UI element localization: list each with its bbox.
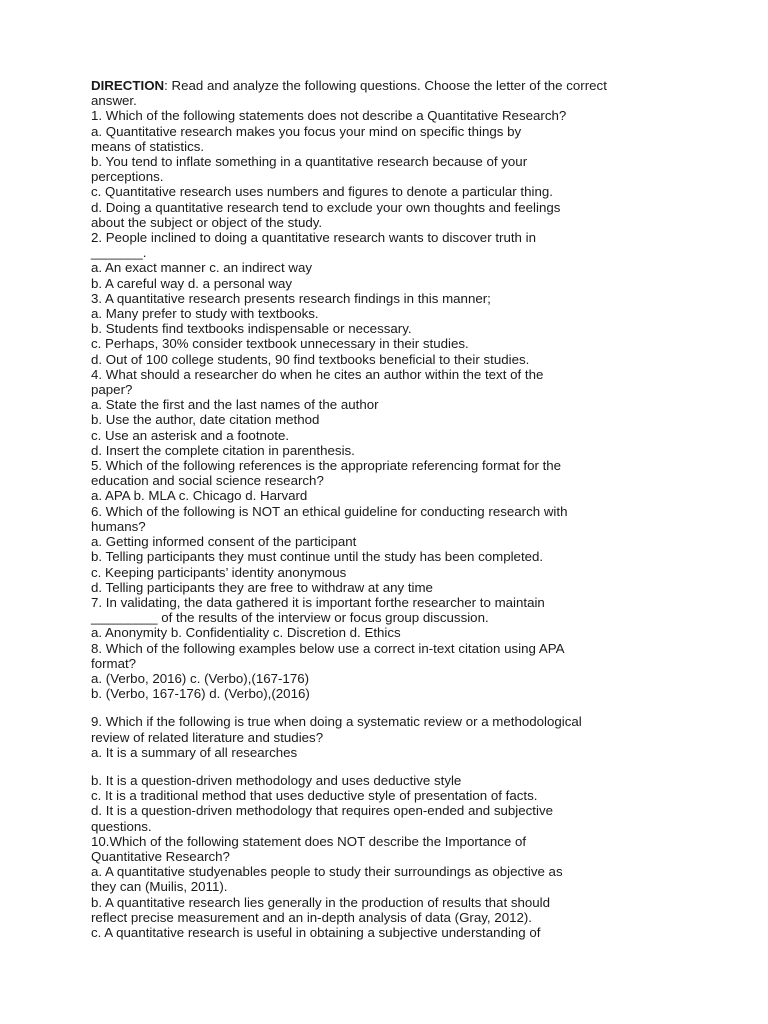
text-line: format? — [91, 655, 137, 671]
text-line: reflect precise measurement and an in-depth analysis of data (Gray, 2012). — [91, 909, 532, 925]
text-line: a. State the first and the last names of the author — [91, 397, 379, 413]
text-line: b. Telling participants they must continue until the study has been completed. — [91, 549, 544, 565]
direction-label: DIRECTION — [91, 78, 165, 93]
text-line: education and social science research? — [91, 473, 324, 489]
text-line: b. Use the author, date citation method — [91, 412, 320, 428]
text-line: a. APA b. MLA c. Chicago d. Harvard — [91, 488, 308, 504]
text-line: b. It is a question-driven methodology and uses deductive style — [91, 772, 462, 788]
text-line: a. A quantitative studyenables people to study their surroundings as objective as — [91, 864, 563, 880]
text-line: c. Keeping participants’ identity anonymous — [91, 564, 347, 580]
text-line: _______. — [91, 245, 147, 261]
document-page — [91, 78, 691, 940]
text-line: 1. Which of the following statements does not describe a Quantitative Research? — [91, 108, 567, 124]
text-line: a. Many prefer to study with textbooks. — [91, 306, 319, 322]
text-line: b. A quantitative research lies generally in the production of results that should — [91, 894, 551, 910]
text-line: a. Quantitative research makes you focus your mind on specific things by — [91, 123, 522, 139]
text-line: b. Students find textbooks indispensable or necessary. — [91, 321, 412, 337]
text-line: 2. People inclined to doing a quantitative research wants to discover truth in — [91, 230, 536, 246]
text-line: c. It is a traditional method that uses deductive style of presentation of facts. — [91, 788, 538, 804]
text-line: d. Out of 100 college students, 90 find textbooks beneficial to their studies. — [91, 351, 530, 367]
text-line: means of statistics. — [91, 138, 205, 154]
text-line: b. You tend to inflate something in a quantitative research because of your — [91, 154, 528, 170]
text-line: 3. A quantitative research presents research findings in this manner; — [91, 290, 491, 306]
text-line: d. Insert the complete citation in parenthesis. — [91, 442, 355, 458]
text-line: 8. Which of the following examples below use a correct in-text citation using APA — [91, 640, 565, 656]
text-line: about the subject or object of the study. — [91, 214, 323, 230]
direction-line — [91, 78, 691, 93]
text-line: paper? — [91, 382, 133, 398]
text-line: a. (Verbo, 2016) c. (Verbo),(167-176) — [91, 670, 310, 686]
text-line: they can (Muilis, 2011). — [91, 879, 228, 895]
text-line: Quantitative Research? — [91, 848, 230, 864]
text-line: c. Quantitative research uses numbers and figures to denote a particular thing. — [91, 184, 553, 200]
text-line: b. A careful way d. a personal way — [91, 275, 293, 291]
text-line: 10.Which of the following statement does NOT describe the Importance of — [91, 833, 527, 849]
text-line: 9. Which if the following is true when doing a systematic review or a methodological — [91, 714, 582, 730]
text-line: d. Doing a quantitative research tend to exclude your own thoughts and feelings — [91, 199, 561, 215]
blank-line — [91, 701, 691, 714]
text-line: humans? — [91, 518, 146, 534]
text-line: a. Getting informed consent of the participant — [91, 534, 357, 550]
text-line: questions. — [91, 818, 152, 834]
blank-line — [91, 760, 691, 773]
text-line: c. A quantitative research is useful in obtaining a subjective understanding of — [91, 924, 541, 940]
question-lines — [91, 93, 691, 940]
text-line: b. (Verbo, 167-176) d. (Verbo),(2016) — [91, 686, 310, 702]
text-line: d. Telling participants they are free to withdraw at any time — [91, 579, 433, 595]
text-line: 5. Which of the following references is the appropriate referencing format for the — [91, 458, 562, 474]
text-line: answer. — [91, 93, 137, 109]
text-line: a. Anonymity b. Confidentiality c. Discretion d. Ethics — [91, 625, 401, 641]
text-line: 7. In validating, the data gathered it is important forthe researcher to maintain — [91, 594, 545, 610]
text-line: a. An exact manner c. an indirect way — [91, 260, 312, 276]
direction-text: : Read and analyze the following questions. Choose the letter of the correct — [164, 78, 607, 93]
text-line: d. It is a question-driven methodology that requires open-ended and subjective — [91, 803, 553, 819]
text-line: a. It is a summary of all researches — [91, 744, 298, 760]
text-line: c. Perhaps, 30% consider textbook unnecessary in their studies. — [91, 336, 469, 352]
text-line: 6. Which of the following is NOT an ethical guideline for conducting research with — [91, 503, 568, 519]
text-line: 4. What should a researcher do when he cites an author within the text of the — [91, 366, 544, 382]
text-line: _________ of the results of the interview or focus group discussion. — [91, 610, 489, 626]
text-line: c. Use an asterisk and a footnote. — [91, 427, 290, 443]
text-line: perceptions. — [91, 169, 164, 185]
text-line: review of related literature and studies? — [91, 729, 324, 745]
